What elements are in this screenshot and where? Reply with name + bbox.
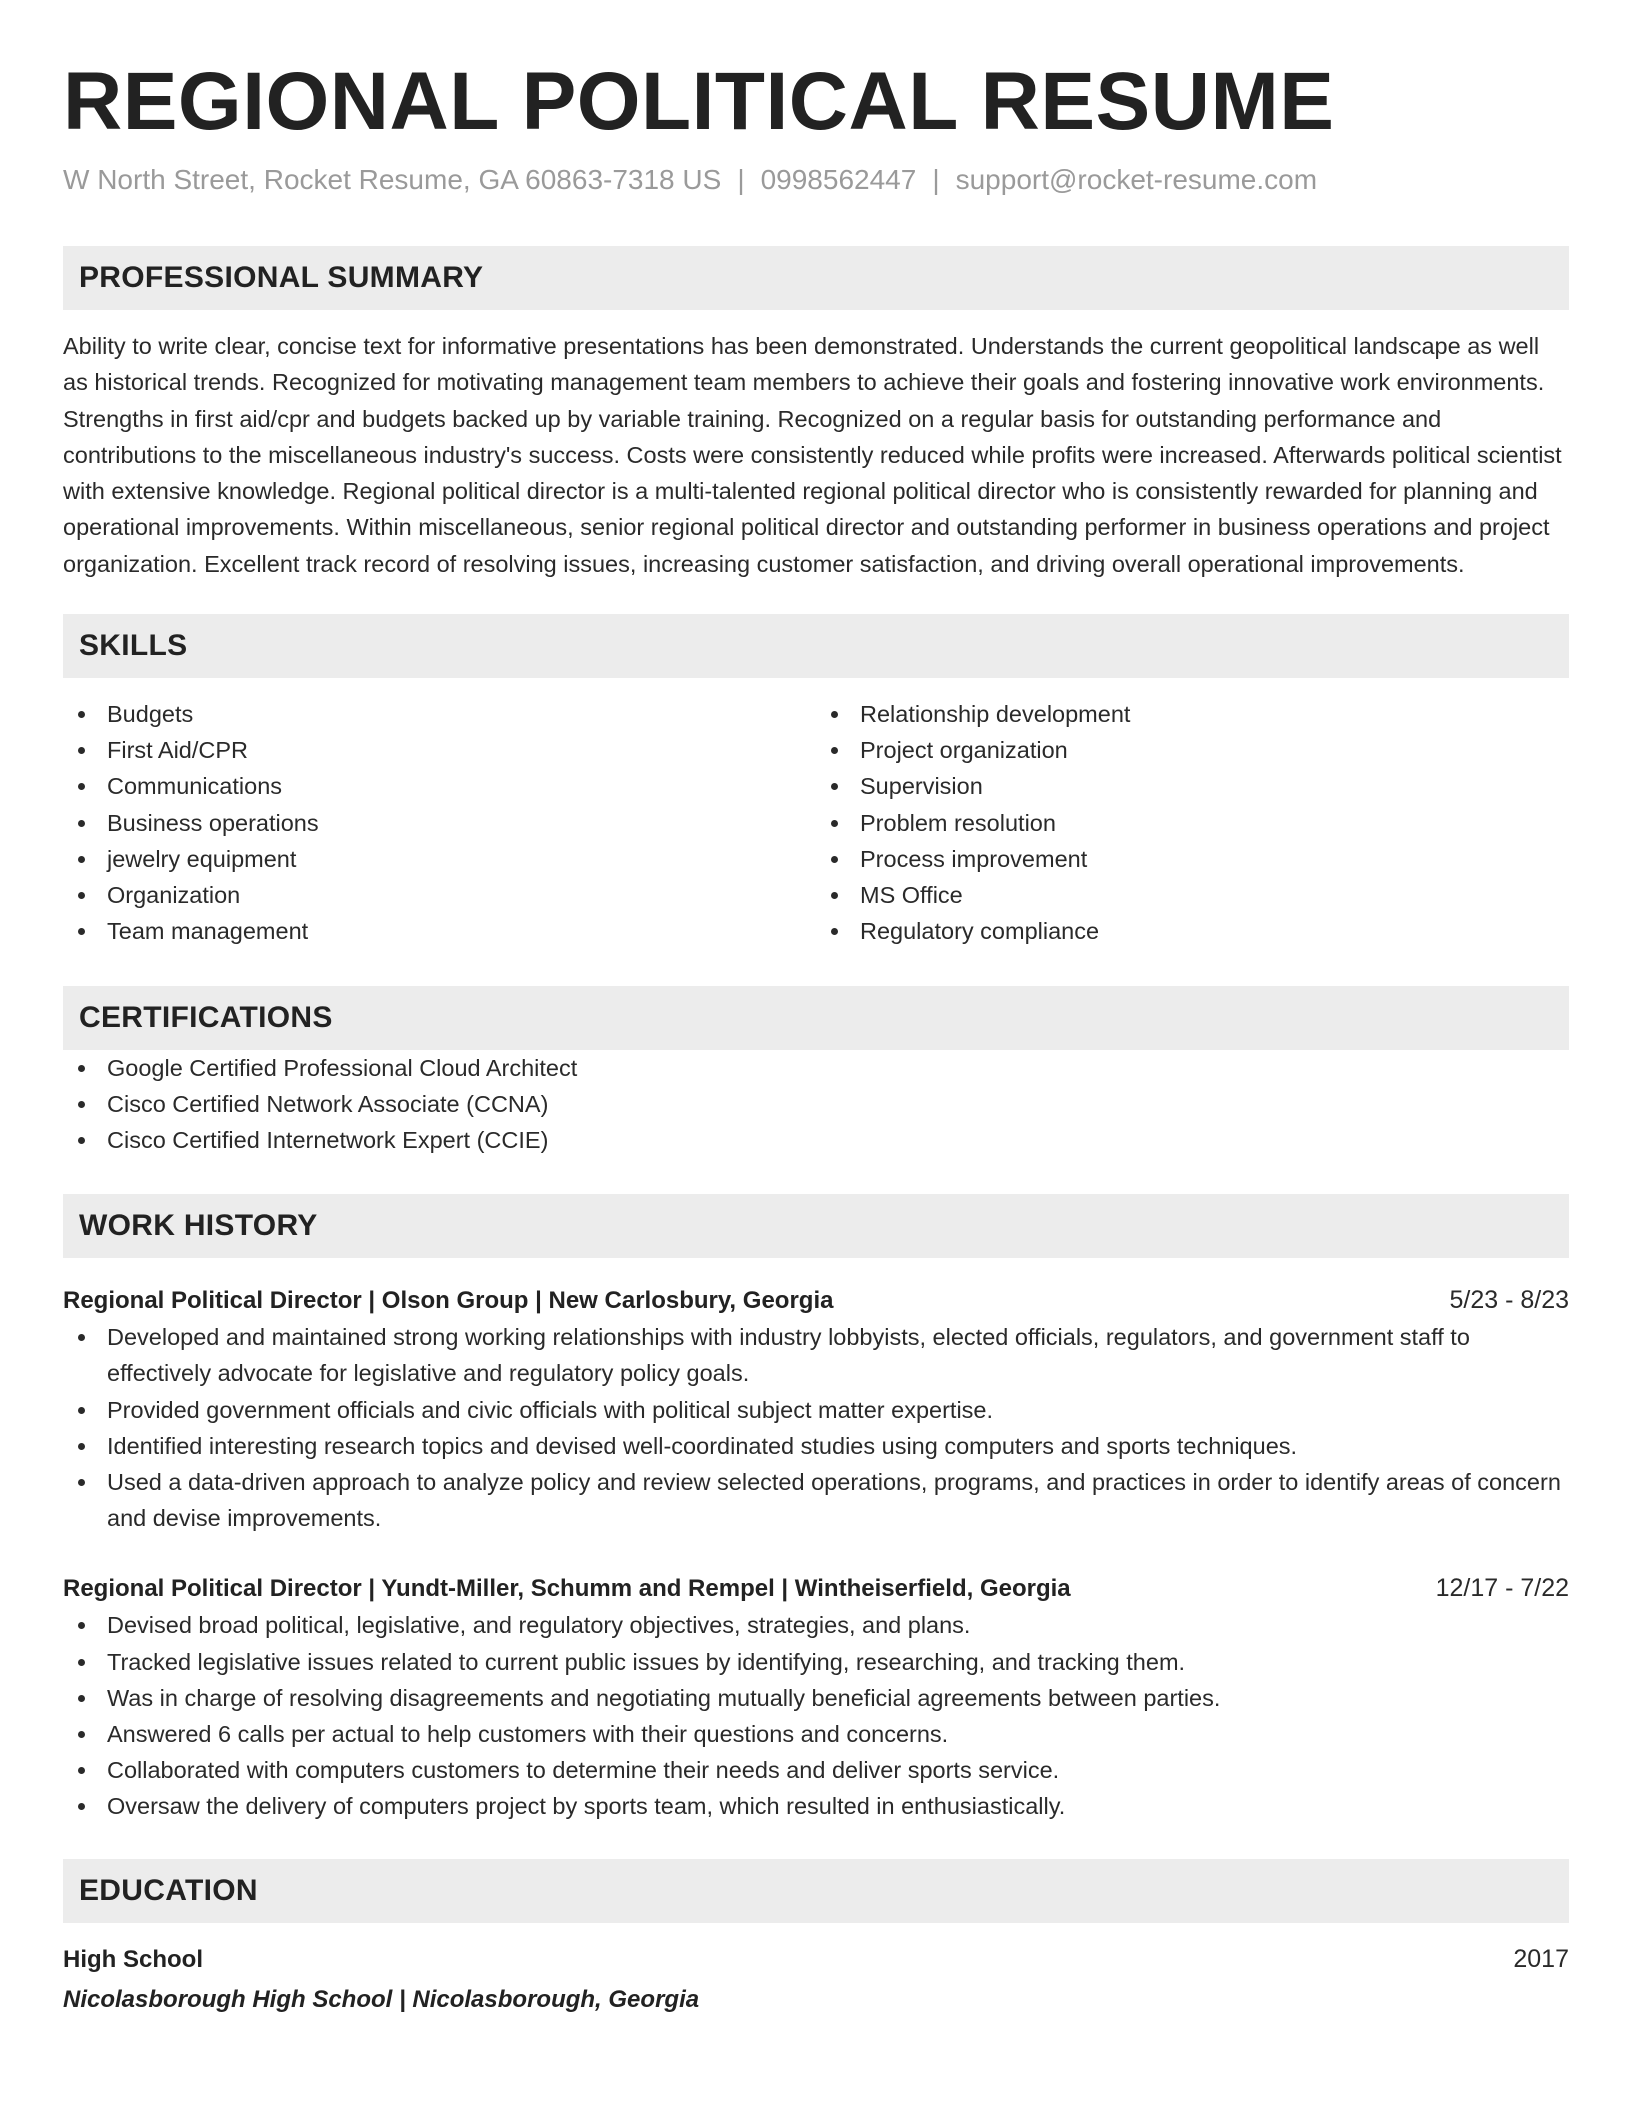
- job-entry: [63, 1282, 1569, 1536]
- contact-phone: 0998562447: [760, 164, 917, 195]
- skill-item: Supervision: [816, 768, 1569, 804]
- job-bullet: Used a data-driven approach to analyze policy and review selected operations, programs, and practices in order to identify areas of concern and devise improvements.: [63, 1464, 1569, 1536]
- job-header: [63, 1282, 1569, 1319]
- resume-title: REGIONAL POLITICAL RESUME: [63, 56, 1335, 147]
- skill-item: Project organization: [816, 732, 1569, 768]
- job-bullet: Oversaw the delivery of computers project by sports team, which resulted in enthusiastically.: [63, 1788, 1569, 1824]
- section-heading-summary: PROFESSIONAL SUMMARY: [63, 246, 1569, 310]
- education-school: Nicolasborough High School | Nicolasborough, Georgia: [63, 1985, 700, 2013]
- skill-item: MS Office: [816, 877, 1569, 913]
- skill-item: Communications: [63, 768, 816, 804]
- section-heading-work-history: WORK HISTORY: [63, 1194, 1569, 1258]
- job-entry: [63, 1570, 1569, 1824]
- contact-separator: |: [932, 164, 940, 195]
- certification-item: Cisco Certified Network Associate (CCNA): [63, 1086, 1569, 1122]
- skill-item: Process improvement: [816, 841, 1569, 877]
- certification-item: Google Certified Professional Cloud Architect: [63, 1050, 1569, 1086]
- skill-item: Problem resolution: [816, 805, 1569, 841]
- job-bullets: [63, 1607, 1569, 1824]
- job-title: Regional Political Director | Olson Group | New Carlosbury, Georgia: [63, 1287, 834, 1315]
- section-heading-certifications: CERTIFICATIONS: [63, 986, 1569, 1050]
- skill-item: First Aid/CPR: [63, 732, 816, 768]
- job-title: Regional Political Director | Yundt-Miller, Schumm and Rempel | Wintheiserfield, Georgia: [63, 1575, 1071, 1603]
- skill-item: Budgets: [63, 696, 816, 732]
- job-dates: 5/23 - 8/23: [1449, 1286, 1569, 1315]
- section-heading-skills: SKILLS: [63, 614, 1569, 678]
- certifications-list: [63, 1050, 1569, 1159]
- skill-item: Relationship development: [816, 696, 1569, 732]
- job-bullet: Collaborated with computers customers to determine their needs and deliver sports service.: [63, 1752, 1569, 1788]
- education-header: [63, 1941, 1569, 1978]
- job-bullet: Tracked legislative issues related to current public issues by identifying, researching, and tracking them.: [63, 1644, 1569, 1680]
- certification-item: Cisco Certified Internetwork Expert (CCIE): [63, 1122, 1569, 1158]
- skills-grid: [63, 696, 1569, 949]
- skills-column-left: [63, 696, 816, 949]
- skills-column-right: [816, 696, 1569, 949]
- job-bullet: Answered 6 calls per actual to help customers with their questions and concerns.: [63, 1716, 1569, 1752]
- job-bullets: [63, 1319, 1569, 1536]
- contact-email: support@rocket-resume.com: [955, 164, 1318, 195]
- job-bullet: Identified interesting research topics and devised well-coordinated studies using computers and sports techniques.: [63, 1428, 1569, 1464]
- job-bullet: Provided government officials and civic officials with political subject matter expertise.: [63, 1392, 1569, 1428]
- job-bullet: Devised broad political, legislative, and regulatory objectives, strategies, and plans.: [63, 1607, 1569, 1643]
- job-bullet: Was in charge of resolving disagreements and negotiating mutually beneficial agreements between parties.: [63, 1680, 1569, 1716]
- skill-item: Organization: [63, 877, 816, 913]
- job-header: [63, 1570, 1569, 1607]
- contact-address: W North Street, Rocket Resume, GA 60863-7318 US: [63, 164, 722, 195]
- education-year: 2017: [1513, 1944, 1569, 1973]
- skill-item: Business operations: [63, 805, 816, 841]
- contact-separator: |: [737, 164, 745, 195]
- job-bullet: Developed and maintained strong working relationships with industry lobbyists, elected officials, regulators, and government staff to effectively advocate for legislative and regulatory policy goals.: [63, 1319, 1569, 1391]
- job-dates: 12/17 - 7/22: [1435, 1574, 1569, 1603]
- skill-item: jewelry equipment: [63, 841, 816, 877]
- education-degree: High School: [63, 1945, 203, 1973]
- section-heading-education: EDUCATION: [63, 1859, 1569, 1923]
- skill-item: Team management: [63, 913, 816, 949]
- summary-text: Ability to write clear, concise text for informative presentations has been demonstrated. Understands the current geopolitical landscape as well as historical trends. Recognized for motivating management team members to achieve their goals and fostering innovative work environments. Strengths in first aid/cpr and budgets backed up by variable training. Recognized on a regular basis for outstanding performance and contributions to the miscellaneous industry's success. Costs were consistently reduced while profits were increased. Afterwards political scientist with extensive knowledge. Regional political director is a multi-talented regional political director who is consistently rewarded for planning and operational improvements. Within miscellaneous, senior regional political director and outstanding performer in business operations and project organization. Excellent track record of resolving issues, increasing customer satisfaction, and driving overall operational improvements.: [63, 333, 1562, 577]
- skill-item: Regulatory compliance: [816, 913, 1569, 949]
- contact-line: [63, 162, 1569, 198]
